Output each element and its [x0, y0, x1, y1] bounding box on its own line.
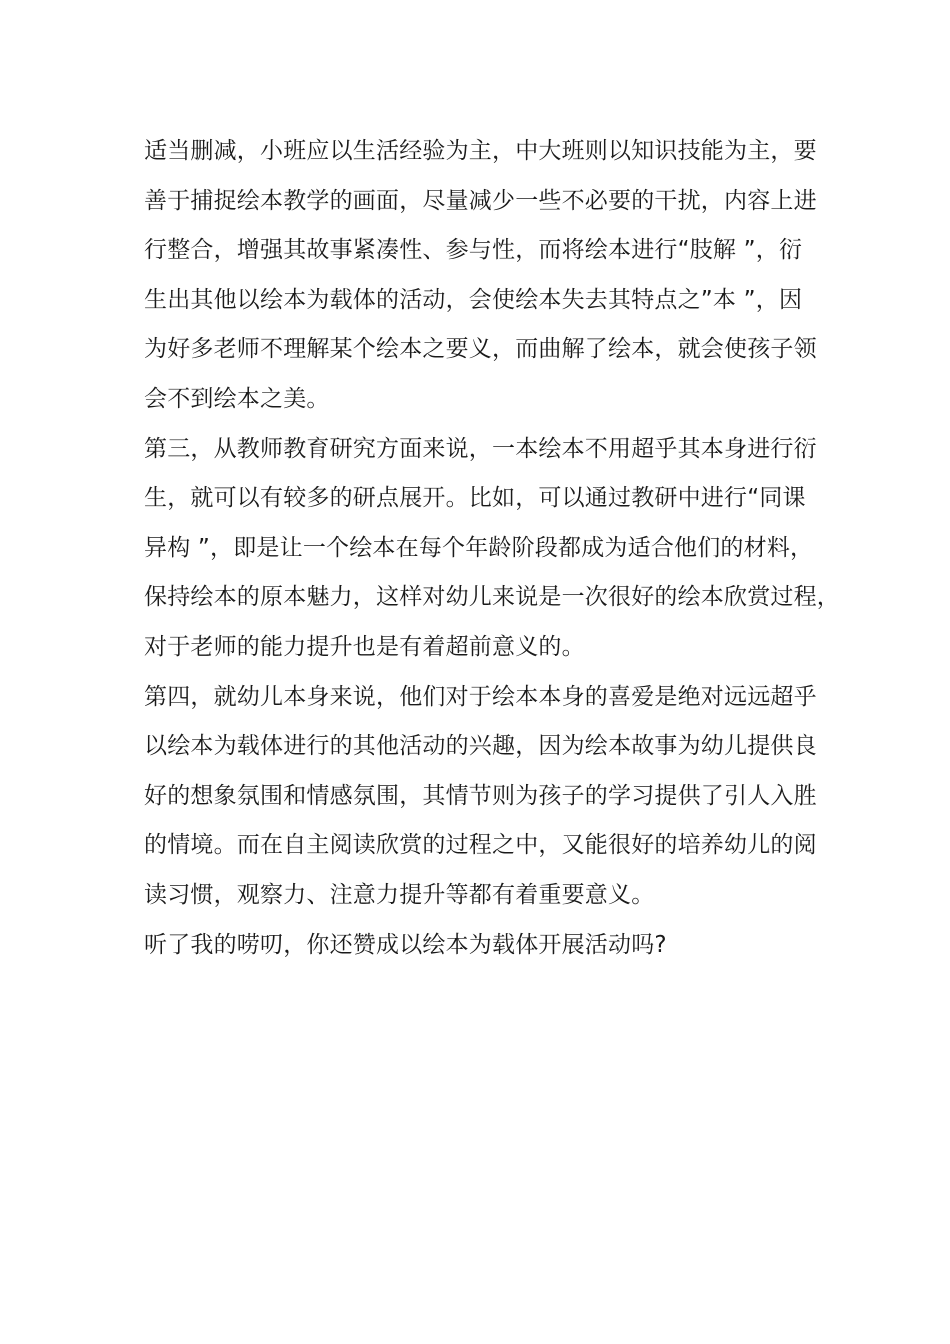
text-line: 第三，从教师教育研究方面来说，一本绘本不用超乎其本身进行衍: [144, 435, 817, 462]
text-line: 为好多老师不理解某个绘本之要义，而曲解了绘本，就会使孩子领: [144, 336, 817, 363]
text-line: 以绘本为载体进行的其他活动的兴趣，因为绘本故事为幼儿提供良: [144, 733, 817, 760]
text-line: 异构 ”，即是让一个绘本在每个年龄阶段都成为适合他们的材料，: [144, 534, 814, 561]
text-line: 的情境。而在自主阅读欣赏的过程之中，又能很好的培养幼儿的阅: [144, 832, 817, 859]
text-line: 善于捕捉绘本教学的画面，尽量减少一些不必要的干扰，内容上进: [144, 187, 817, 214]
text-line: 好的想象氛围和情感氛围，其情节则为孩子的学习提供了引人入胜: [144, 782, 817, 809]
document-body: [144, 127, 840, 970]
text-line: 第四，就幼儿本身来说，他们对于绘本本身的喜爱是绝对远远超乎: [144, 683, 817, 710]
text-line: 保持绘本的原本魅力，这样对幼儿来说是一次很好的绘本欣赏过程，: [144, 584, 840, 611]
text-line: 会不到绘本之美。: [144, 385, 330, 412]
text-line: 读习惯，观察力、注意力提升等都有着重要意义。: [144, 881, 655, 908]
text-line: 听了我的唠叨，你还赞成以绘本为载体开展活动吗?: [144, 931, 667, 958]
text-line: 行整合，增强其故事紧凑性、参与性，而将绘本进行“肢解 ”，衍: [144, 237, 803, 264]
text-line: 生，就可以有较多的研点展开。比如，可以通过教研中进行“同课: [144, 485, 806, 512]
text-line: 生出其他以绘本为载体的活动，会使绘本失去其特点之”本 ”，因: [144, 286, 803, 313]
text-line: 适当删减，小班应以生活经验为主，中大班则以知识技能为主，要: [144, 138, 817, 164]
text-line: 对于老师的能力提升也是有着超前意义的。: [144, 633, 585, 660]
